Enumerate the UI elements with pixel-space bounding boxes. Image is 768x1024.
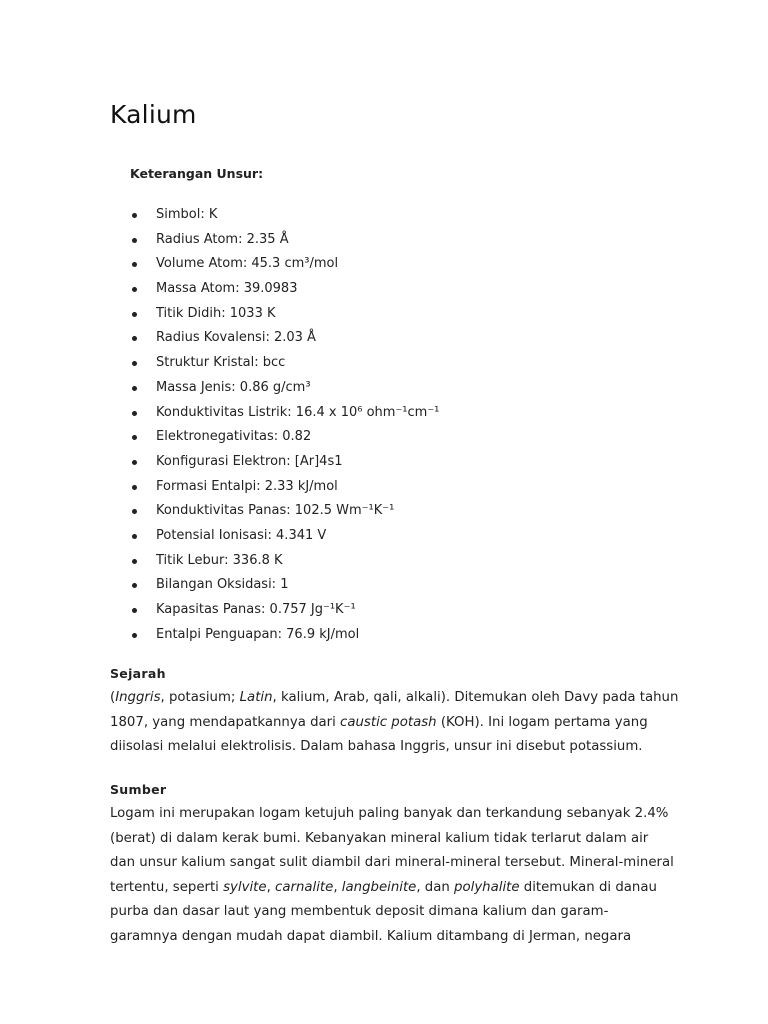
italic-text: sylvite — [223, 879, 267, 895]
text-run: ditemukan di danau — [519, 879, 657, 895]
bullet-icon — [132, 336, 137, 341]
property-text: Massa Atom: 39.0983 — [156, 281, 298, 297]
italic-text: caustic potash — [340, 714, 437, 730]
italic-text: Latin — [239, 690, 273, 705]
property-text: Kapasitas Panas: 0.757 Jg⁻¹K⁻¹ — [156, 602, 356, 617]
text-run: (berat) di dalam kerak bumi. Kebanyakan mineral kalium tidak terlarut dalam air — [110, 830, 649, 846]
property-item — [110, 425, 439, 450]
text-run: tertentu, seperti — [110, 879, 224, 895]
property-item — [110, 376, 439, 401]
property-text: Konduktivitas Listrik: 16.4 x 10⁶ ohm⁻¹cm⁻¹ — [156, 404, 440, 420]
property-text: Konfigurasi Elektron: [Ar]4s1 — [156, 453, 343, 469]
property-item — [110, 401, 439, 426]
property-item — [110, 549, 439, 574]
italic-text: langbeinite — [341, 879, 417, 895]
history-section-title: Sejarah — [110, 666, 166, 681]
bullet-icon — [132, 460, 137, 465]
bullet-icon — [132, 411, 137, 416]
property-text: Volume Atom: 45.3 cm³/mol — [156, 256, 339, 272]
property-item — [110, 228, 439, 253]
bullet-icon — [132, 287, 137, 292]
property-item — [110, 499, 439, 524]
property-item — [110, 598, 439, 623]
paragraph-line — [110, 827, 700, 852]
bullet-icon — [132, 559, 137, 564]
bullet-icon — [132, 583, 137, 588]
paragraph-line — [110, 686, 700, 711]
bullet-icon — [132, 633, 137, 638]
bullet-icon — [132, 608, 137, 613]
property-item — [110, 623, 439, 648]
paragraph-line — [110, 900, 700, 925]
property-item — [110, 277, 439, 302]
property-text: Bilangan Oksidasi: 1 — [156, 577, 289, 593]
property-item — [110, 302, 439, 327]
property-text: Radius Atom: 2.35 Å — [156, 231, 289, 247]
paragraph-line — [110, 711, 700, 736]
paragraph-line — [110, 851, 700, 876]
text-run: , potasium; — [160, 690, 240, 705]
property-text: Massa Jenis: 0.86 g/cm³ — [156, 379, 311, 395]
property-text: Entalpi Penguapan: 76.9 kJ/mol — [156, 626, 360, 642]
element-properties-list — [110, 203, 439, 647]
italic-text: polyhalite — [454, 879, 520, 895]
italic-text: carnalite — [275, 879, 334, 895]
bullet-icon — [132, 435, 137, 440]
paragraph-line — [110, 876, 700, 901]
property-item — [110, 450, 439, 475]
text-run: diisolasi melalui elektrolisis. Dalam bahasa Inggris, unsur ini disebut potassium. — [110, 739, 643, 754]
history-paragraph — [110, 686, 700, 760]
bullet-icon — [132, 361, 137, 366]
property-item — [110, 252, 439, 277]
text-run: ( — [110, 690, 116, 705]
property-text: Titik Lebur: 336.8 K — [156, 552, 283, 568]
property-text: Potensial Ionisasi: 4.341 V — [156, 527, 327, 543]
property-item — [110, 573, 439, 598]
text-run: , — [266, 879, 276, 895]
property-text: Titik Didih: 1033 K — [156, 305, 276, 321]
property-text: Radius Kovalensi: 2.03 Å — [156, 330, 316, 346]
text-run: garamnya dengan mudah dapat diambil. Kalium ditambang di Jerman, negara — [110, 928, 632, 944]
bullet-icon — [132, 238, 137, 243]
property-item — [110, 524, 439, 549]
source-section-title: Sumber — [110, 782, 167, 797]
paragraph-line — [110, 925, 700, 950]
property-item — [110, 326, 439, 351]
text-run: dan unsur kalium sangat sulit diambil dari mineral-mineral tersebut. Mineral-mineral — [110, 855, 674, 870]
property-text: Formasi Entalpi: 2.33 kJ/mol — [156, 478, 338, 494]
property-item — [110, 203, 439, 228]
property-text: Struktur Kristal: bcc — [156, 355, 286, 371]
paragraph-line — [110, 802, 700, 827]
bullet-icon — [132, 485, 137, 490]
property-text: Simbol: K — [156, 207, 218, 222]
text-run: Logam ini merupakan logam ketujuh paling banyak dan terkandung sebanyak 2.4% — [110, 806, 669, 821]
property-item — [110, 351, 439, 376]
text-run: , — [333, 879, 342, 895]
bullet-icon — [132, 509, 137, 514]
element-info-subheading: Keterangan Unsur: — [130, 166, 264, 181]
italic-text: Inggris — [115, 690, 161, 705]
property-item — [110, 475, 439, 500]
source-paragraph — [110, 802, 700, 949]
text-run: (KOH). Ini logam pertama yang — [436, 714, 648, 730]
property-text: Konduktivitas Panas: 102.5 Wm⁻¹K⁻¹ — [156, 503, 395, 519]
page-title: Kalium — [110, 100, 197, 129]
text-run: , dan — [416, 879, 455, 895]
text-run: 1807, yang mendapatkannya dari — [110, 714, 341, 730]
bullet-icon — [132, 312, 137, 317]
text-run: , kalium, Arab, qali, alkali). Ditemukan oleh Davy pada tahun — [272, 690, 679, 705]
bullet-icon — [132, 386, 137, 391]
bullet-icon — [132, 534, 137, 539]
text-run: purba dan dasar laut yang membentuk deposit dimana kalium dan garam- — [110, 904, 609, 919]
bullet-icon — [132, 262, 137, 267]
paragraph-line — [110, 735, 700, 760]
property-text: Elektronegativitas: 0.82 — [156, 429, 312, 445]
bullet-icon — [132, 213, 137, 218]
